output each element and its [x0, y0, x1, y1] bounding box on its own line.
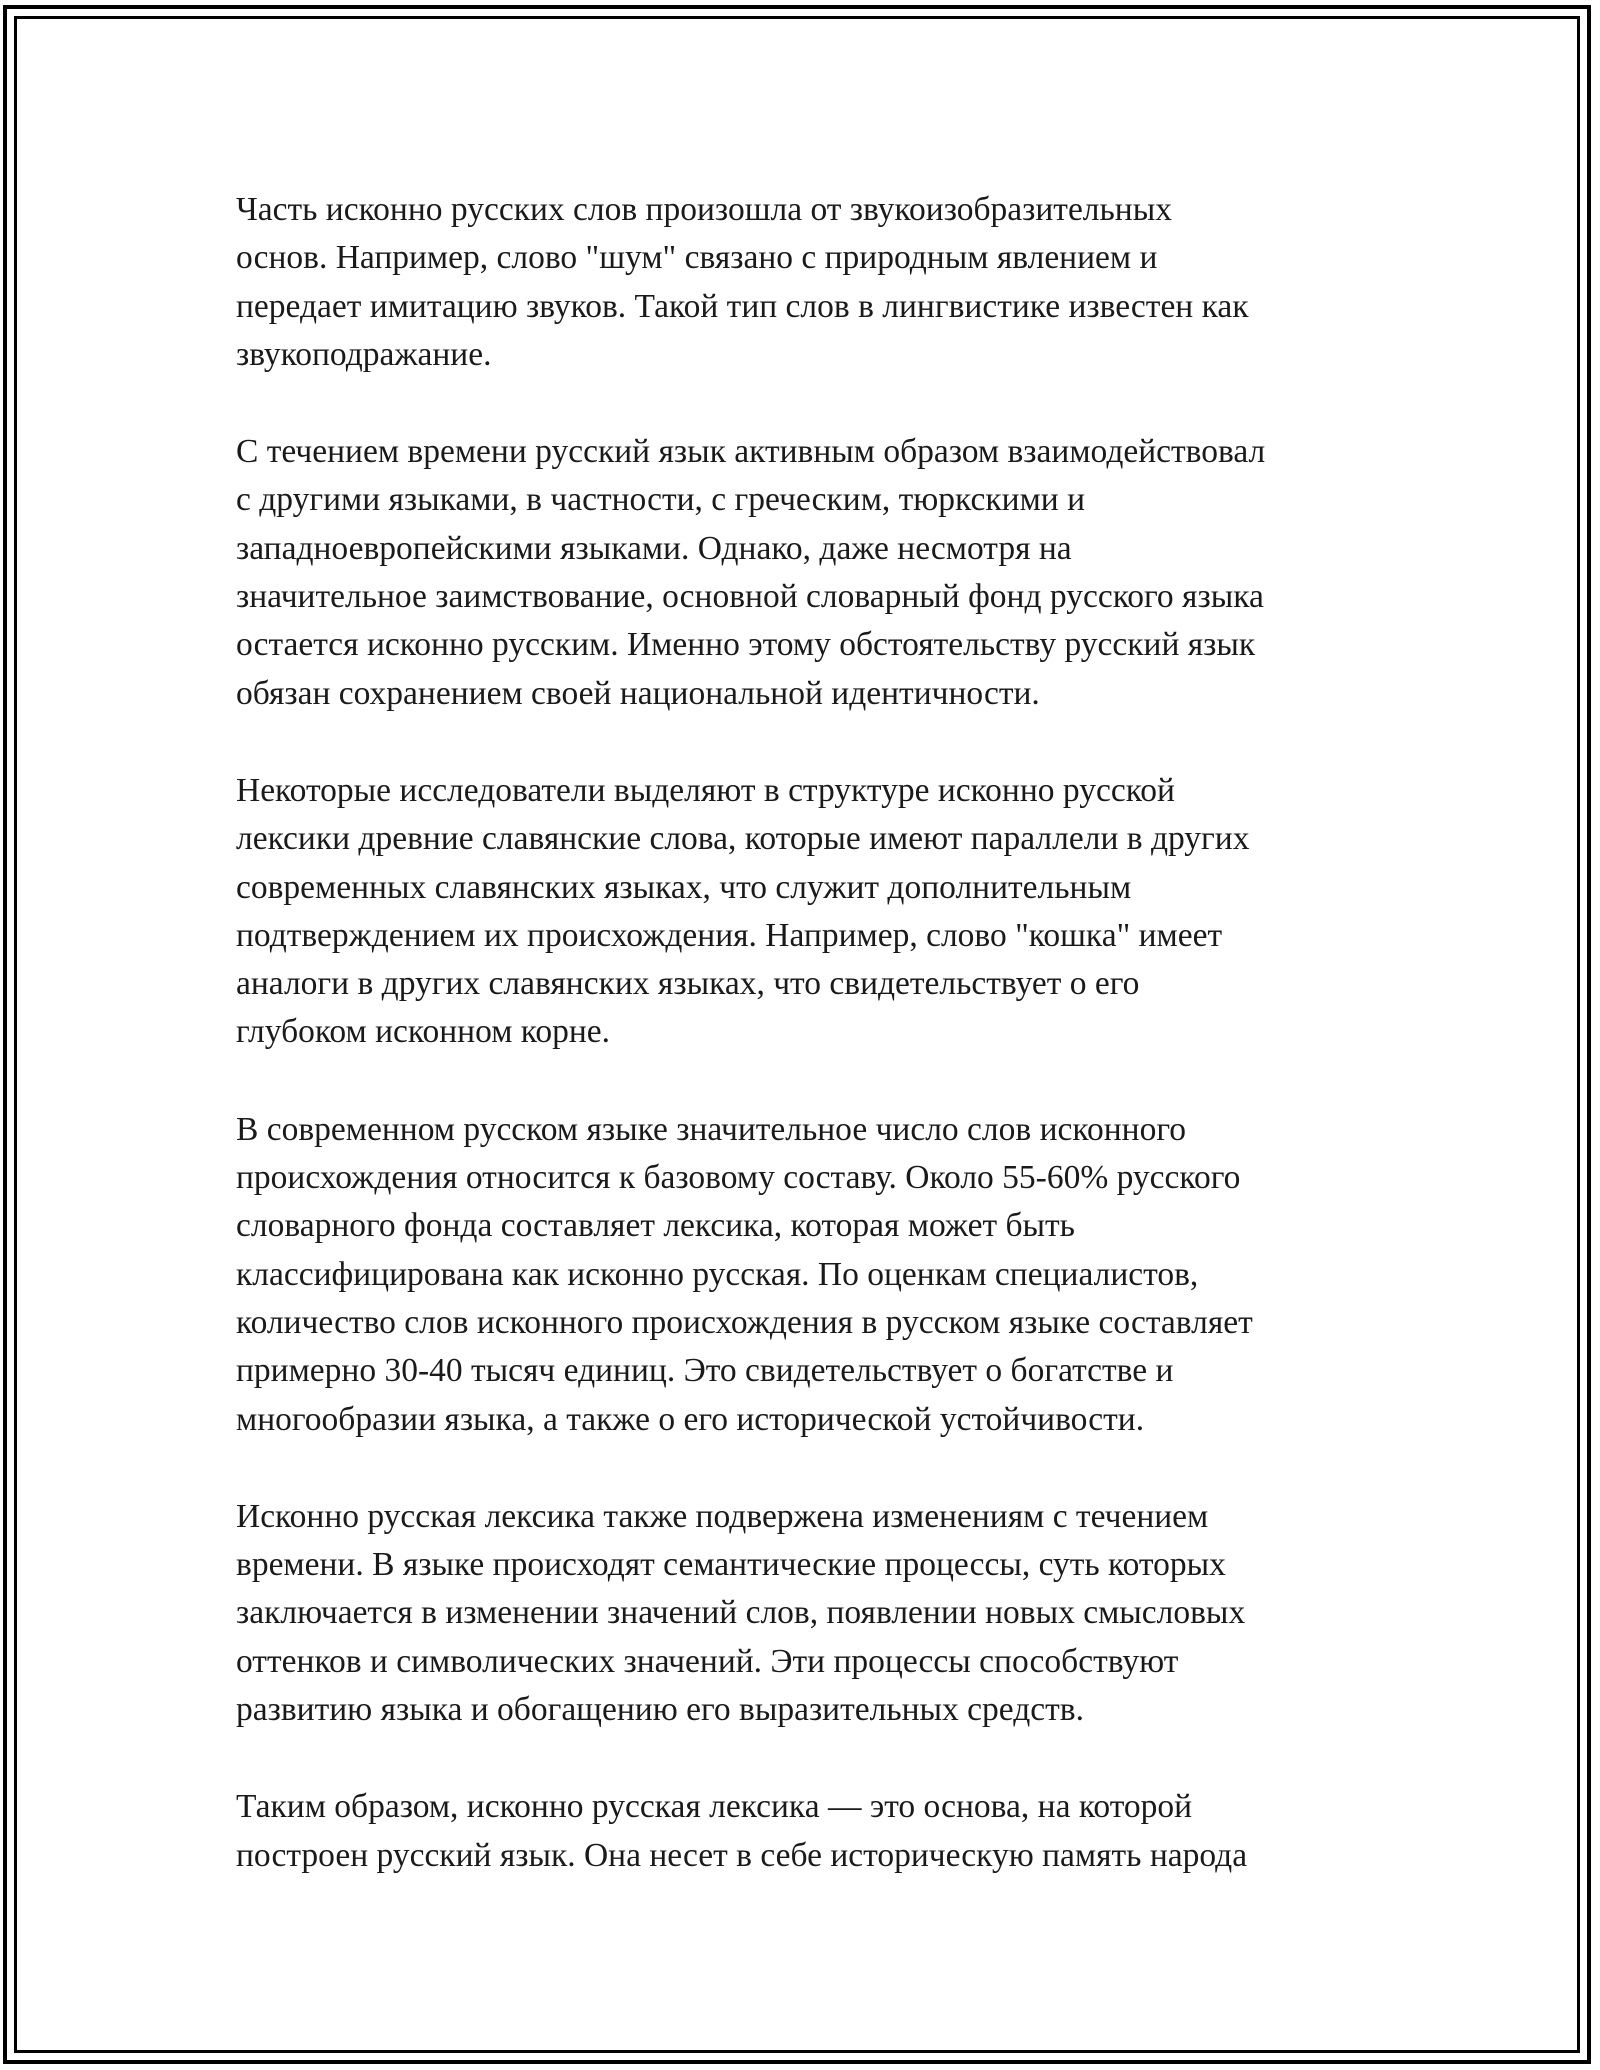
text-line: происхождения относится к базовому составу. Около 55-60% русского: [236, 1159, 1241, 1197]
text-line: построен русский язык. Она несет в себе историческую память народа: [236, 1836, 1248, 1874]
text-line: Исконно русская лексика также подвержена изменениям с течением: [236, 1497, 1209, 1535]
text-line: развитию языка и обогащению его выразительных средств.: [236, 1691, 1084, 1729]
text-line: обязан сохранением своей национальной идентичности.: [236, 674, 1040, 712]
text-line: заключается в изменении значений слов, появлении новых смысловых: [236, 1594, 1246, 1632]
text-line: Таким образом, исконно русская лексика — это основа, на которой: [236, 1788, 1193, 1826]
text-line: примерно 30-40 тысяч единиц. Это свидетельствует о богатстве и: [236, 1352, 1174, 1390]
text-line: подтверждением их происхождения. Например, слово "кошка" имеет: [236, 916, 1223, 954]
text-line: аналоги в других славянских языках, что свидетельствует о его: [236, 965, 1140, 1003]
text-line: остается исконно русским. Именно этому обстоятельству русский язык: [236, 626, 1256, 664]
paragraph-1: [236, 186, 1396, 379]
text-line: значительное заимствование, основной словарный фонд русского языка: [236, 578, 1264, 616]
paragraph-5: [236, 1493, 1396, 1734]
text-line: словарного фонда составляет лексика, которая может быть: [236, 1207, 1075, 1245]
document-body: [236, 186, 1396, 1880]
paragraph-4: [236, 1106, 1396, 1444]
text-line: современных славянских языках, что служит дополнительным: [236, 868, 1132, 906]
text-line: передает имитацию звуков. Такой тип слов в лингвистике известен как: [236, 287, 1249, 325]
text-line: С течением времени русский язык активным образом взаимодействовал: [236, 433, 1266, 471]
paragraph-3: [236, 767, 1396, 1057]
text-line: оттенков и символических значений. Эти процессы способствуют: [236, 1642, 1179, 1680]
text-line: В современном русском языке значительное число слов исконного: [236, 1110, 1186, 1148]
text-line: времени. В языке происходят семантические процессы, суть которых: [236, 1546, 1226, 1584]
paragraph-6: [236, 1783, 1396, 1880]
text-line: лексики древние славянские слова, которые имеют параллели в других: [236, 820, 1250, 858]
text-line: Часть исконно русских слов произошла от звукоизобразительных: [236, 191, 1172, 228]
text-line: звукоподражание.: [236, 335, 492, 373]
text-line: Некоторые исследователи выделяют в структуре исконно русской: [236, 771, 1175, 809]
paragraph-2: [236, 428, 1396, 718]
text-line: основ. Например, слово "шум" связано с природным явлением и: [236, 239, 1158, 277]
text-line: количество слов исконного происхождения в русском языке составляет: [236, 1303, 1253, 1341]
text-line: классифицирована как исконно русская. По оценкам специалистов,: [236, 1255, 1199, 1293]
text-line: многообразии языка, а также о его исторической устойчивости.: [236, 1400, 1145, 1438]
text-line: западноевропейскими языками. Однако, даже несмотря на: [236, 529, 1072, 567]
text-line: глубоком исконном корне.: [236, 1013, 611, 1051]
text-line: с другими языками, в частности, с греческим, тюркскими и: [236, 481, 1085, 519]
